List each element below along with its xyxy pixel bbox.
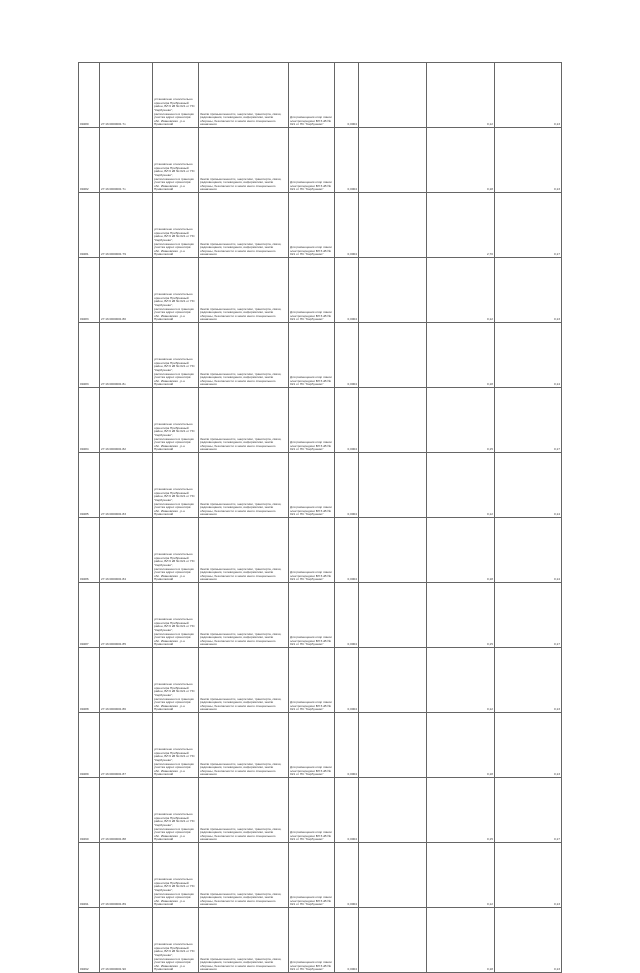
- location-cell: [153, 258, 199, 323]
- table-row: [79, 843, 562, 908]
- area-cell: 0,0004: [335, 648, 359, 713]
- location-text: установлено относительно ориентира Прибрежный район, ВЛ 6 кВ № 021 от ПС "Карбушево", расположенного в границах участка адрес ориентира: обл. Ивановская , р-н Приволжский: [154, 422, 195, 452]
- rate-cell: 0,18: [427, 323, 495, 388]
- empty-cell: [359, 128, 427, 193]
- location-text: установлено относительно ориентира Прибрежный район, ВЛ 6 кВ № 021 от ПС "Карбушево", расположенного в границах участка адрес ориентира: обл. Ивановская , р-н Приволжский: [154, 942, 195, 972]
- land-category-cell: Земли промышленности, энергетики, транспорта, связи, радиовещания, телевидения, информатики, земли обороны, безопасности и земли иного специального назначения: [199, 583, 289, 648]
- row-number-cell: 09290: [79, 778, 100, 843]
- rate-cell: 0,12: [427, 63, 495, 128]
- location-text: установлено относительно ориентира Прибрежный район, ВЛ 6 кВ № 021 от ПС "Карбушево", расположенного в границах участка адрес ориентира: обл. Ивановская , р-н Приволжский: [154, 877, 195, 907]
- location-text: установлено относительно ориентира Прибрежный район, ВЛ 6 кВ № 021 от ПС "Карбушево", расположенного в границах участка адрес ориентира: обл. Ивановская , р-н Приволжский: [154, 617, 195, 647]
- location-text: установлено относительно ориентира Прибрежный район, ВЛ 6 кВ № 021 от ПС "Карбушево", расположенного в границах участка адрес ориентира: обл. Ивановская , р-н Приволжский: [154, 487, 195, 517]
- land-category-cell: Земли промышленности, энергетики, транспорта, связи, радиовещания, телевидения, информатики, земли обороны, безопасности и земли иного специального назначения: [199, 908, 289, 973]
- location-cell: [153, 453, 199, 518]
- row-number-cell: 09284: [79, 388, 100, 453]
- row-number-cell: 09286: [79, 518, 100, 583]
- empty-cell: [359, 908, 427, 973]
- area-cell: 0,0004: [335, 388, 359, 453]
- row-number-cell: 09280: [79, 63, 100, 128]
- permitted-use-cell: Для размещения опор линии электропередачи ВЛ 6 кВ № 021 от ПС "Карбушево": [289, 843, 335, 908]
- permitted-use-cell: Для размещения опор линии электропередачи ВЛ 6 кВ № 021 от ПС "Карбушево": [289, 453, 335, 518]
- cadastral-number-cell: 27:16:0000001:8x: [100, 323, 153, 388]
- area-cell: 0,0004: [335, 713, 359, 778]
- rate-cell: 0,15: [427, 778, 495, 843]
- rate-cell: 0,18: [427, 518, 495, 583]
- row-number-cell: 09281: [79, 193, 100, 258]
- location-cell: [153, 778, 199, 843]
- location-text: установлено относительно ориентира Прибрежный район, ВЛ 6 кВ № 021 от ПС "Карбушево", расположенного в границах участка адрес ориентира: обл. Ивановская , р-н Приволжский: [154, 162, 195, 192]
- sum-cell: 0,14: [495, 453, 562, 518]
- location-cell: [153, 648, 199, 713]
- sum-cell: 0,17: [495, 778, 562, 843]
- area-cell: 0,0004: [335, 193, 359, 258]
- document-sheet: [78, 62, 561, 972]
- empty-cell: [359, 388, 427, 453]
- permitted-use-cell: Для размещения опор линии электропередачи ВЛ 6 кВ № 021 от ПС "Карбушево": [289, 193, 335, 258]
- location-text: установлено относительно ориентира Прибрежный район, ВЛ 6 кВ № 021 от ПС "Карбушево", расположенного в границах участка адрес ориентира: обл. Ивановская , р-н Приволжский: [154, 812, 195, 842]
- row-number-cell: 09292: [79, 908, 100, 973]
- location-cell: [153, 908, 199, 973]
- area-cell: 0,0004: [335, 908, 359, 973]
- table-row: [79, 323, 562, 388]
- empty-cell: [359, 713, 427, 778]
- location-cell: [153, 128, 199, 193]
- rate-cell: 0,18: [427, 713, 495, 778]
- permitted-use-cell: Для размещения опор линии электропередачи ВЛ 6 кВ № 021 от ПС "Карбушево": [289, 583, 335, 648]
- empty-cell: [359, 583, 427, 648]
- row-number-cell: 09289: [79, 713, 100, 778]
- empty-cell: [359, 778, 427, 843]
- cadastral-number-cell: 27:16:0000001:90: [100, 908, 153, 973]
- location-cell: [153, 388, 199, 453]
- rate-cell: 0,18: [427, 128, 495, 193]
- land-category-cell: Земли промышленности, энергетики, транспорта, связи, радиовещания, телевидения, информатики, земли обороны, безопасности и земли иного специального назначения: [199, 518, 289, 583]
- permitted-use-cell: Для размещения опор линии электропередачи ВЛ 6 кВ № 021 от ПС "Карбушево": [289, 713, 335, 778]
- location-cell: [153, 843, 199, 908]
- land-category-cell: Земли промышленности, энергетики, транспорта, связи, радиовещания, телевидения, информатики, земли обороны, безопасности и земли иного специального назначения: [199, 63, 289, 128]
- sum-cell: 0,14: [495, 323, 562, 388]
- location-text: установлено относительно ориентира Прибрежный район, ВЛ 6 кВ № 021 от ПС "Карбушево", расположенного в границах участка адрес ориентира: обл. Ивановская , р-н Приволжский: [154, 227, 195, 257]
- location-cell: [153, 323, 199, 388]
- table-row: [79, 63, 562, 128]
- area-cell: 0,0004: [335, 323, 359, 388]
- rate-cell: 0,15: [427, 388, 495, 453]
- sum-cell: 0,13: [495, 258, 562, 323]
- permitted-use-cell: Для размещения опор линии электропередачи ВЛ 6 кВ № 021 от ПС "Карбушево": [289, 63, 335, 128]
- table-row: [79, 258, 562, 323]
- row-number-cell: 09291: [79, 843, 100, 908]
- land-category-cell: Земли промышленности, энергетики, транспорта, связи, радиовещания, телевидения, информатики, земли обороны, безопасности и земли иного специального назначения: [199, 323, 289, 388]
- permitted-use-cell: Для размещения опор линии электропередачи ВЛ 6 кВ № 021 от ПС "Карбушево": [289, 128, 335, 193]
- sum-cell: 0,13: [495, 128, 562, 193]
- permitted-use-cell: Для размещения опор линии электропередачи ВЛ 6 кВ № 021 от ПС "Карбушево": [289, 258, 335, 323]
- rate-cell: 0,12: [427, 453, 495, 518]
- row-number-cell: 09288: [79, 648, 100, 713]
- area-cell: 0,0004: [335, 778, 359, 843]
- sum-cell: 0,13: [495, 908, 562, 973]
- rate-cell: 0,18: [427, 908, 495, 973]
- table-row: [79, 648, 562, 713]
- rate-cell: 0,12: [427, 648, 495, 713]
- sum-cell: 0,17: [495, 193, 562, 258]
- cadastral-number-cell: 27:16:0000001:7x: [100, 128, 153, 193]
- permitted-use-cell: Для размещения опор линии электропередачи ВЛ 6 кВ № 021 от ПС "Карбушево": [289, 648, 335, 713]
- land-category-cell: Земли промышленности, энергетики, транспорта, связи, радиовещания, телевидения, информатики, земли обороны, безопасности и земли иного специального назначения: [199, 843, 289, 908]
- empty-cell: [359, 63, 427, 128]
- row-number-cell: 09283: [79, 258, 100, 323]
- table-row: [79, 128, 562, 193]
- empty-cell: [359, 843, 427, 908]
- area-cell: 0,0004: [335, 843, 359, 908]
- table-row: [79, 518, 562, 583]
- area-cell: 0,0004: [335, 453, 359, 518]
- rate-cell: 0,15: [427, 583, 495, 648]
- location-cell: [153, 713, 199, 778]
- land-category-cell: Земли промышленности, энергетики, транспорта, связи, радиовещания, телевидения, информатики, земли обороны, безопасности и земли иного специального назначения: [199, 128, 289, 193]
- land-category-cell: Земли промышленности, энергетики, транспорта, связи, радиовещания, телевидения, информатики, земли обороны, безопасности и земли иного специального назначения: [199, 778, 289, 843]
- rate-cell: 0,12: [427, 258, 495, 323]
- area-cell: 0,0004: [335, 583, 359, 648]
- location-text: установлено относительно ориентира Прибрежный район, ВЛ 6 кВ № 021 от ПС "Карбушево", расположенного в границах участка адрес ориентира: обл. Ивановская , р-н Приволжский: [154, 552, 195, 582]
- table-row: [79, 388, 562, 453]
- table-row: [79, 713, 562, 778]
- permitted-use-cell: Для размещения опор линии электропередачи ВЛ 6 кВ № 021 от ПС "Карбушево": [289, 323, 335, 388]
- cadastral-number-cell: 27:16:0000001:85: [100, 583, 153, 648]
- cadastral-number-cell: 27:16:0000001:83: [100, 453, 153, 518]
- sum-cell: 0,17: [495, 388, 562, 453]
- empty-cell: [359, 648, 427, 713]
- sum-cell: 0,17: [495, 583, 562, 648]
- location-cell: [153, 193, 199, 258]
- cadastral-number-cell: 27:16:0000001:86: [100, 648, 153, 713]
- table-row: [79, 453, 562, 518]
- permitted-use-cell: Для размещения опор линии электропередачи ВЛ 6 кВ № 021 от ПС "Карбушево": [289, 388, 335, 453]
- empty-cell: [359, 453, 427, 518]
- cadastral-number-cell: 27:16:0000001:87: [100, 713, 153, 778]
- sum-cell: 0,13: [495, 648, 562, 713]
- sum-cell: 0,13: [495, 713, 562, 778]
- table-row: [79, 583, 562, 648]
- land-category-cell: Земли промышленности, энергетики, транспорта, связи, радиовещания, телевидения, информатики, земли обороны, безопасности и земли иного специального назначения: [199, 388, 289, 453]
- location-text: установлено относительно ориентира Прибрежный район, ВЛ 6 кВ № 021 от ПС "Карбушево", расположенного в границах участка адрес ориентира: обл. Ивановская , р-н Приволжский: [154, 97, 195, 127]
- row-number-cell: 09287: [79, 583, 100, 648]
- cadastral-number-cell: 27:16:0000001:89: [100, 843, 153, 908]
- sum-cell: 0,14: [495, 518, 562, 583]
- location-cell: [153, 63, 199, 128]
- cadastral-number-cell: 27:16:0000001:84: [100, 518, 153, 583]
- land-category-cell: Земли промышленности, энергетики, транспорта, связи, радиовещания, телевидения, информатики, земли обороны, безопасности и земли иного специального назначения: [199, 193, 289, 258]
- cadastral-number-cell: 27:16:0000001:80: [100, 258, 153, 323]
- rate-cell: 0,12: [427, 843, 495, 908]
- empty-cell: [359, 518, 427, 583]
- permitted-use-cell: Для размещения опор линии электропередачи ВЛ 6 кВ № 021 от ПС "Карбушево": [289, 908, 335, 973]
- area-cell: 0,0004: [335, 518, 359, 583]
- cadastral-number-cell: 27:16:0000001:79: [100, 193, 153, 258]
- rate-cell: 2,70: [427, 193, 495, 258]
- table-row: [79, 193, 562, 258]
- row-number-cell: 09282: [79, 128, 100, 193]
- land-category-cell: Земли промышленности, энергетики, транспорта, связи, радиовещания, телевидения, информатики, земли обороны, безопасности и земли иного специального назначения: [199, 453, 289, 518]
- land-category-cell: Земли промышленности, энергетики, транспорта, связи, радиовещания, телевидения, информатики, земли обороны, безопасности и земли иного специального назначения: [199, 713, 289, 778]
- land-category-cell: Земли промышленности, энергетики, транспорта, связи, радиовещания, телевидения, информатики, земли обороны, безопасности и земли иного специального назначения: [199, 648, 289, 713]
- table-row: [79, 908, 562, 973]
- location-cell: [153, 518, 199, 583]
- cadastral-number-cell: 27:16:0000001:82: [100, 388, 153, 453]
- location-text: установлено относительно ориентира Прибрежный район, ВЛ 6 кВ № 021 от ПС "Карбушево", расположенного в границах участка адрес ориентира: обл. Ивановская , р-н Приволжский: [154, 357, 195, 387]
- empty-cell: [359, 258, 427, 323]
- location-text: установлено относительно ориентира Прибрежный район, ВЛ 6 кВ № 021 от ПС "Карбушево", расположенного в границах участка адрес ориентира: обл. Ивановская , р-н Приволжский: [154, 292, 195, 322]
- row-number-cell: 09285: [79, 453, 100, 518]
- permitted-use-cell: Для размещения опор линии электропередачи ВЛ 6 кВ № 021 от ПС "Карбушево": [289, 778, 335, 843]
- row-number-cell: 09283: [79, 323, 100, 388]
- area-cell: 0,0004: [335, 128, 359, 193]
- permitted-use-cell: Для размещения опор линии электропередачи ВЛ 6 кВ № 021 от ПС "Карбушево": [289, 518, 335, 583]
- area-cell: 0,0004: [335, 63, 359, 128]
- land-category-cell: Земли промышленности, энергетики, транспорта, связи, радиовещания, телевидения, информатики, земли обороны, безопасности и земли иного специального назначения: [199, 258, 289, 323]
- table-row: [79, 778, 562, 843]
- empty-cell: [359, 193, 427, 258]
- location-text: установлено относительно ориентира Прибрежный район, ВЛ 6 кВ № 021 от ПС "Карбушево", расположенного в границах участка адрес ориентира: обл. Ивановская , р-н Приволжский: [154, 747, 195, 777]
- land-plots-table: [78, 62, 562, 973]
- sum-cell: 0,13: [495, 843, 562, 908]
- empty-cell: [359, 323, 427, 388]
- location-text: установлено относительно ориентира Прибрежный район, ВЛ 6 кВ № 021 от ПС "Карбушево", расположенного в границах участка адрес ориентира: обл. Ивановская , р-н Приволжский: [154, 682, 195, 712]
- area-cell: 0,0004: [335, 258, 359, 323]
- location-cell: [153, 583, 199, 648]
- cadastral-number-cell: 27:16:0000001:88: [100, 778, 153, 843]
- cadastral-number-cell: 27:16:0000001:7x: [100, 63, 153, 128]
- sum-cell: 0,13: [495, 63, 562, 128]
